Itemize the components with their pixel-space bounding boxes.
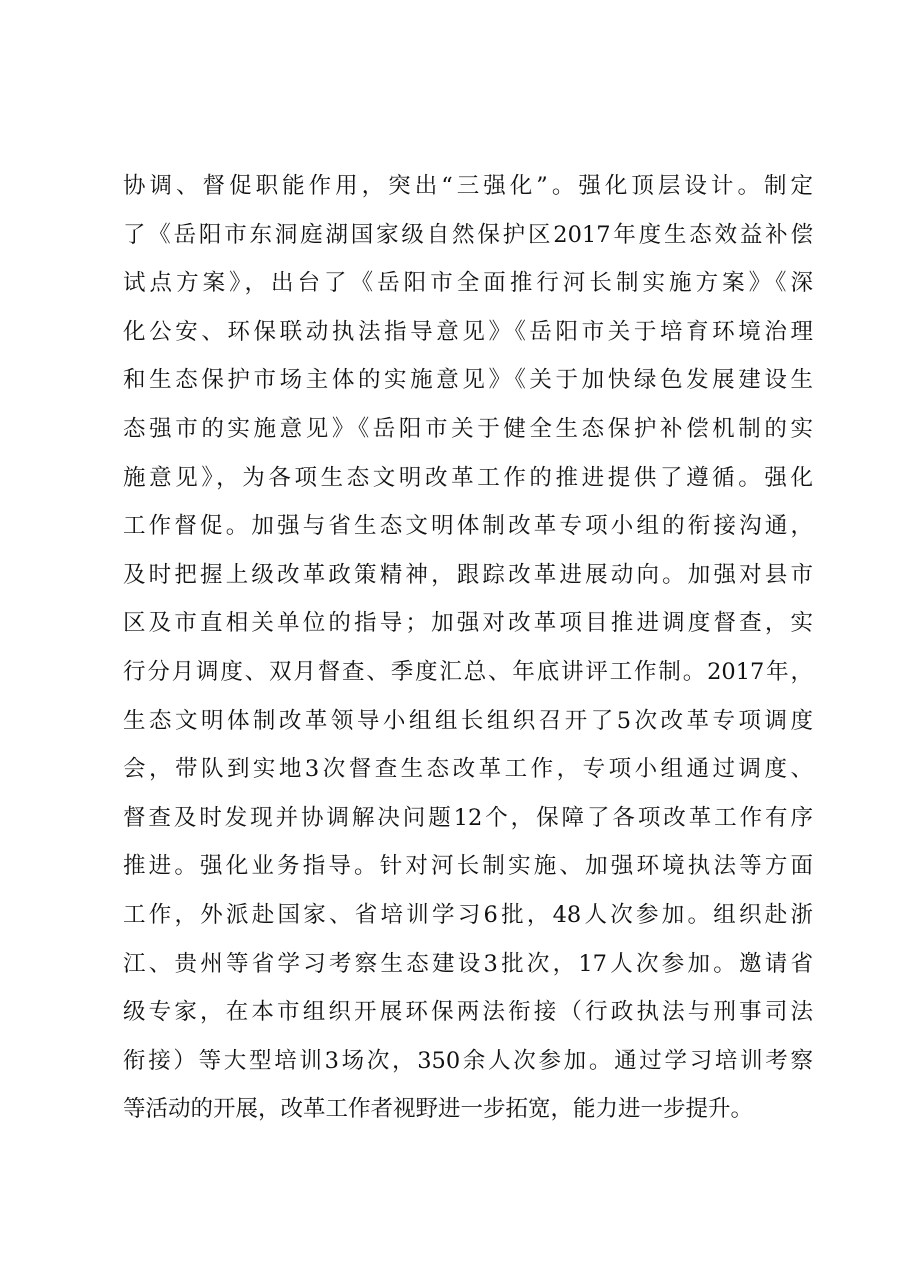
paragraph-line: 及时把握上级改革政策精神，跟踪改革进展动向。加强对县市 (123, 561, 813, 588)
paragraph-line: 态强市的实施意见》《岳阳市关于健全生态保护补偿机制的实 (123, 415, 813, 442)
paragraph-line: 区及市直相关单位的指导；加强对改革项目推进调度督查，实 (123, 610, 813, 637)
paragraph-line: 工作，外派赴国家、省培训学习6批，48人次参加。组织赴浙 (123, 901, 813, 928)
paragraph-line: 施意见》，为各项生态文明改革工作的推进提供了遵循。强化 (123, 464, 813, 491)
body-paragraph (123, 162, 813, 1134)
paragraph-line: 推进。强化业务指导。针对河长制实施、加强环境执法等方面 (123, 853, 813, 880)
paragraph-line: 工作督促。加强与省生态文明体制改革专项小组的衔接沟通， (123, 513, 813, 540)
paragraph-line: 行分月调度、双月督查、季度汇总、年底讲评工作制。2017年， (123, 658, 813, 685)
paragraph-line: 和生态保护市场主体的实施意见》《关于加快绿色发展建设生 (123, 367, 813, 394)
paragraph-line: 试点方案》，出台了《岳阳市全面推行河长制实施方案》《深 (123, 270, 813, 297)
paragraph-line: 等活动的开展，改革工作者视野进一步拓宽，能力进一步提升。 (123, 1096, 754, 1123)
paragraph-line: 江、贵州等省学习考察生态建设3批次，17人次参加。邀请省 (123, 950, 813, 977)
paragraph-line: 会，带队到实地3次督查生态改革工作，专项小组通过调度、 (123, 756, 813, 783)
paragraph-line: 督查及时发现并协调解决问题12个，保障了各项改革工作有序 (123, 804, 813, 831)
paragraph-line: 化公安、环保联动执法指导意见》《岳阳市关于培育环境治理 (123, 318, 813, 345)
paragraph-line: 生态文明体制改革领导小组组长组织召开了5次改革专项调度 (123, 707, 813, 734)
paragraph-line: 衔接）等大型培训3场次，350余人次参加。通过学习培训考察 (123, 1047, 813, 1074)
paragraph-line: 协调、督促职能作用，突出“三强化”。强化顶层设计。制定 (123, 173, 813, 199)
paragraph-line: 了《岳阳市东洞庭湖国家级自然保护区2017年度生态效益补偿 (123, 221, 813, 248)
paragraph-line: 级专家，在本市组织开展环保两法衔接（行政执法与刑事司法 (123, 999, 813, 1026)
